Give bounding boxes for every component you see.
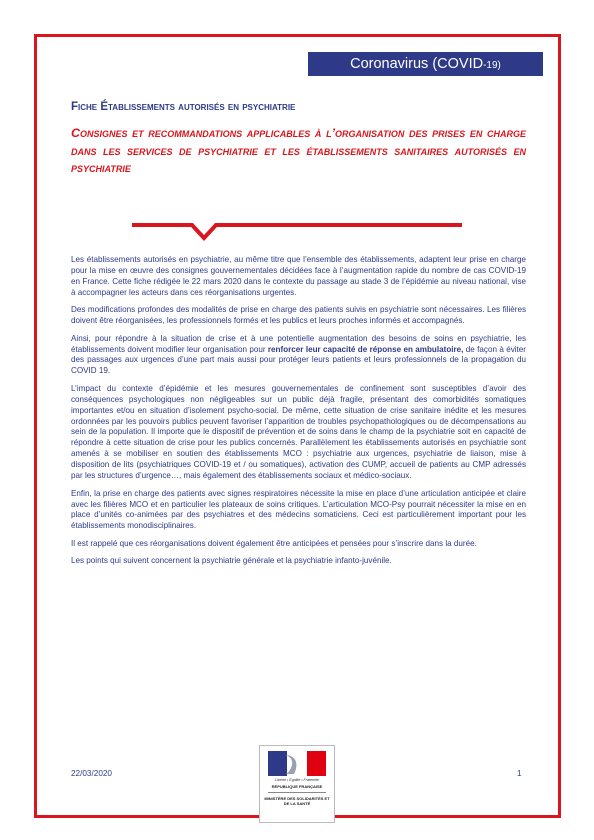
footer-date: 22/03/2020 [71, 769, 112, 778]
logo-republique: RÉPUBLIQUE FRANÇAISE [271, 784, 323, 789]
paragraph-points: Les points qui suivent concernent la psychiatrie générale et la psychiatrie infanto-juvénile. [71, 556, 392, 566]
logo-motto: Liberté • Égalité • Fraternité [275, 778, 319, 782]
paragraph-ambulatoire [71, 334, 526, 378]
badge-suffix: -19) [483, 60, 501, 71]
paragraph-impact: L’impact du contexte d’épidémie et les mesures gouvernementales de confinement sont susceptibles d’avoir des conséquences psychologiques non négligeables sur un public déjà fragile, présentant des comorbidités somatiques importantes et/ou en situation d’isolement psycho-social. De même, cette situation de crise sanitaire inédite et les mesures ordonnées par les pouvoirs publics peuvent favoriser l’apparition de troubles psychopathologiques ou de décompensations au sein de la population. Il importe que le dispositif de prévention et de soins dans le champ de la psychiatrie soit en capacité de répondre à cette situation de crise pour les publics concernés. Parallèlement les établissements autorisés en psychiatrie sont amenés à se mobiliser en soutien des établissements MCO : psychiatrie aux urgences, psychiatrie de liaison, mise à disposition de lits (psychiatriques COVID-19 et / ou somatiques), activation des CUMP, accueil de patients au CMP adressés par les structures d’urgence…, mais également des établissements sociaux et médico-sociaux. [71, 383, 526, 481]
paragraph-ambulatoire-emphasis: renforcer leur capacité de réponse en ambulatoire, [267, 344, 464, 354]
paragraph-modifications: Des modifications profondes des modalités de prise en charge des patients suivis en psychiatrie sont nécessaires. Les filières doivent être réorganisées, les professionnels formés et les publics et leurs proches informés et accompagnés. [71, 305, 526, 326]
decorative-divider [130, 222, 464, 242]
paragraph-rappel: Il est rappelé que ces réorganisations doivent également être anticipées et pensées pour s’inscrire dans la durée. [71, 538, 477, 548]
paragraph-prise-en-charge: Enfin, la prise en charge des patients avec signes respiratoires nécessite la mise en place d’une articulation anticipée et claire avec les filières MCO et en particulier les plateaux de soins critiques. L’articulation MCO-Psy pourrait nécessiter la mise en en place d’unités co-animées par des psychiatres et des médecins somaticiens. Ceci est particulièrement important pour les établissements monodisciplinaires. [71, 488, 526, 531]
page-number: 1 [517, 769, 522, 778]
logo-ministere: MINISTÈRE DES SOLIDARITÉS ET DE LA SANTÉ [264, 796, 330, 806]
document-body [71, 255, 526, 574]
marianne-flag-icon [268, 751, 326, 776]
fiche-label: Fiche Établissements autorisés en psychiatrie [71, 101, 296, 113]
logo-divider [268, 792, 326, 793]
document-title: Consignes et recommandations applicables à l’organisation des prises en charge dans les services de psychiatrie et les établissements sanitaires autorisés en psychiatrie [71, 126, 526, 175]
ministry-logo [259, 745, 335, 823]
topic-badge [308, 52, 543, 76]
paragraph-ambulatoire-start: Ainsi, pour répondre à la situation de crise et à une potentielle augmentation des besoins de soins en psychiatrie, les établissements doivent modifier leur organisation pour [71, 333, 526, 354]
paragraph-ambulatoire-end: de façon à éviter des passages aux urgences d’une part mais aussi pour protéger leurs patients et leurs professionnels de la propagation du COVID 19. [71, 344, 527, 376]
paragraph-intro: Les établissements autorisés en psychiatrie, au même titre que l’ensemble des établissements, adaptent leur prise en charge pour la mise en œuvre des consignes gouvernementales décidées face à l’augmentation rapide du nombre de cas COVID-19 en France. Cette fiche rédigée le 22 mars 2020 dans le contexte du passage au stade 3 de l’épidémie au niveau national, vise à accompagner les acteurs dans ces réorganisations urgentes. [71, 255, 526, 297]
badge-main: Coronavirus (COVID [350, 56, 484, 72]
